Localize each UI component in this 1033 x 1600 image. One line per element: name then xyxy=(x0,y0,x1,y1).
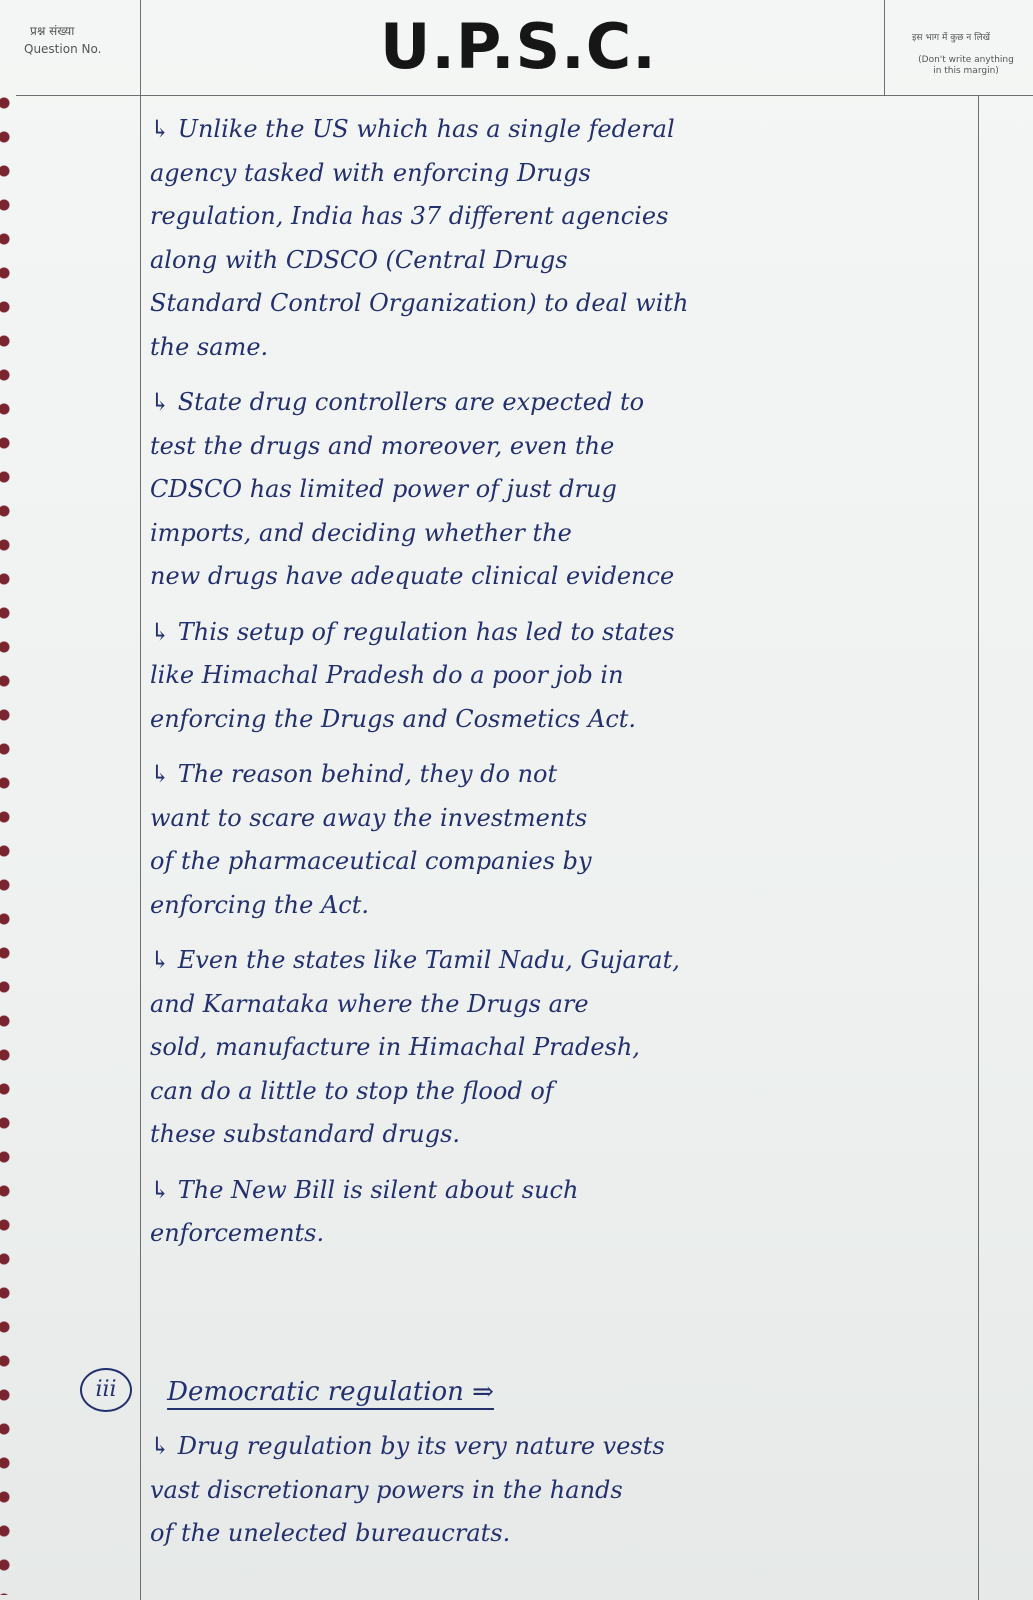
margin-note-hi: इस भाग में कुछ न लिखें xyxy=(912,33,990,43)
answer-line: ↳ Unlike the US which has a single federal xyxy=(150,115,675,143)
answer-line: want to scare away the investments xyxy=(150,803,588,832)
answer-line: like Himachal Pradesh do a poor job in xyxy=(150,661,624,689)
answer-line: ↳ This setup of regulation has led to states xyxy=(150,617,675,646)
answer-line: enforcements. xyxy=(150,1219,325,1247)
answer-line: agency tasked with enforcing Drugs xyxy=(150,158,591,187)
answer-line: ↳ Drug regulation by its very nature vests xyxy=(150,1432,665,1460)
answer-point xyxy=(150,108,970,369)
answer-line: and Karnataka where the Drugs are xyxy=(150,989,589,1018)
answer-line: these substandard drugs. xyxy=(150,1120,461,1148)
answer-line: ↳ The reason behind, they do not xyxy=(150,760,558,788)
section-heading xyxy=(80,1368,980,1412)
section-title: Democratic regulation ⇒ xyxy=(167,1376,494,1407)
answer-body xyxy=(150,108,970,1256)
answer-line: along with CDSCO (Central Drugs xyxy=(150,245,568,274)
answer-line: enforcing the Act. xyxy=(150,890,370,919)
answer-line: ↳ The New Bill is silent about such xyxy=(150,1175,579,1204)
answer-line: vast discretionary powers in the hands xyxy=(150,1475,623,1504)
section-number: iii xyxy=(80,1368,132,1412)
answer-line: Standard Control Organization) to deal with xyxy=(150,289,689,317)
question-no-label: Question No. xyxy=(24,42,102,56)
answer-point xyxy=(150,611,970,742)
answer-line: sold, manufacture in Himachal Pradesh, xyxy=(150,1033,640,1061)
answer-line: ↳ Even the states like Tamil Nadu, Gujarat, xyxy=(150,946,680,974)
answer-line: CDSCO has limited power of just drug xyxy=(150,475,617,503)
header-right-line xyxy=(884,0,885,95)
answer-line: enforcing the Drugs and Cosmetics Act. xyxy=(150,704,637,733)
answer-line: can do a little to stop the flood of xyxy=(150,1076,554,1105)
answer-point xyxy=(150,939,970,1157)
answer-line: test the drugs and moreover, even the xyxy=(150,431,615,460)
page-title: U.P.S.C. xyxy=(380,10,657,83)
answer-point xyxy=(150,753,970,927)
answer-line: new drugs have adequate clinical evidence xyxy=(150,562,675,590)
header-divider xyxy=(16,95,1033,96)
margin-note: (Don't write anything in this margin) xyxy=(918,55,1014,76)
answer-line: ↳ State drug controllers are expected to xyxy=(150,388,645,416)
answer-point xyxy=(150,1169,970,1256)
spiral-binding xyxy=(0,95,16,1595)
answer-line: of the unelected bureaucrats. xyxy=(150,1519,511,1547)
answer-line: imports, and deciding whether the xyxy=(150,518,572,547)
left-margin-line xyxy=(140,0,141,1600)
answer-point xyxy=(150,381,970,599)
answer-line: of the pharmaceutical companies by xyxy=(150,847,592,875)
answer-line: regulation, India has 37 different agencies xyxy=(150,202,669,230)
answer-line: the same. xyxy=(150,332,269,361)
question-no-label-hi: प्रश्न संख्या xyxy=(30,24,75,38)
section-body xyxy=(150,1425,980,1556)
